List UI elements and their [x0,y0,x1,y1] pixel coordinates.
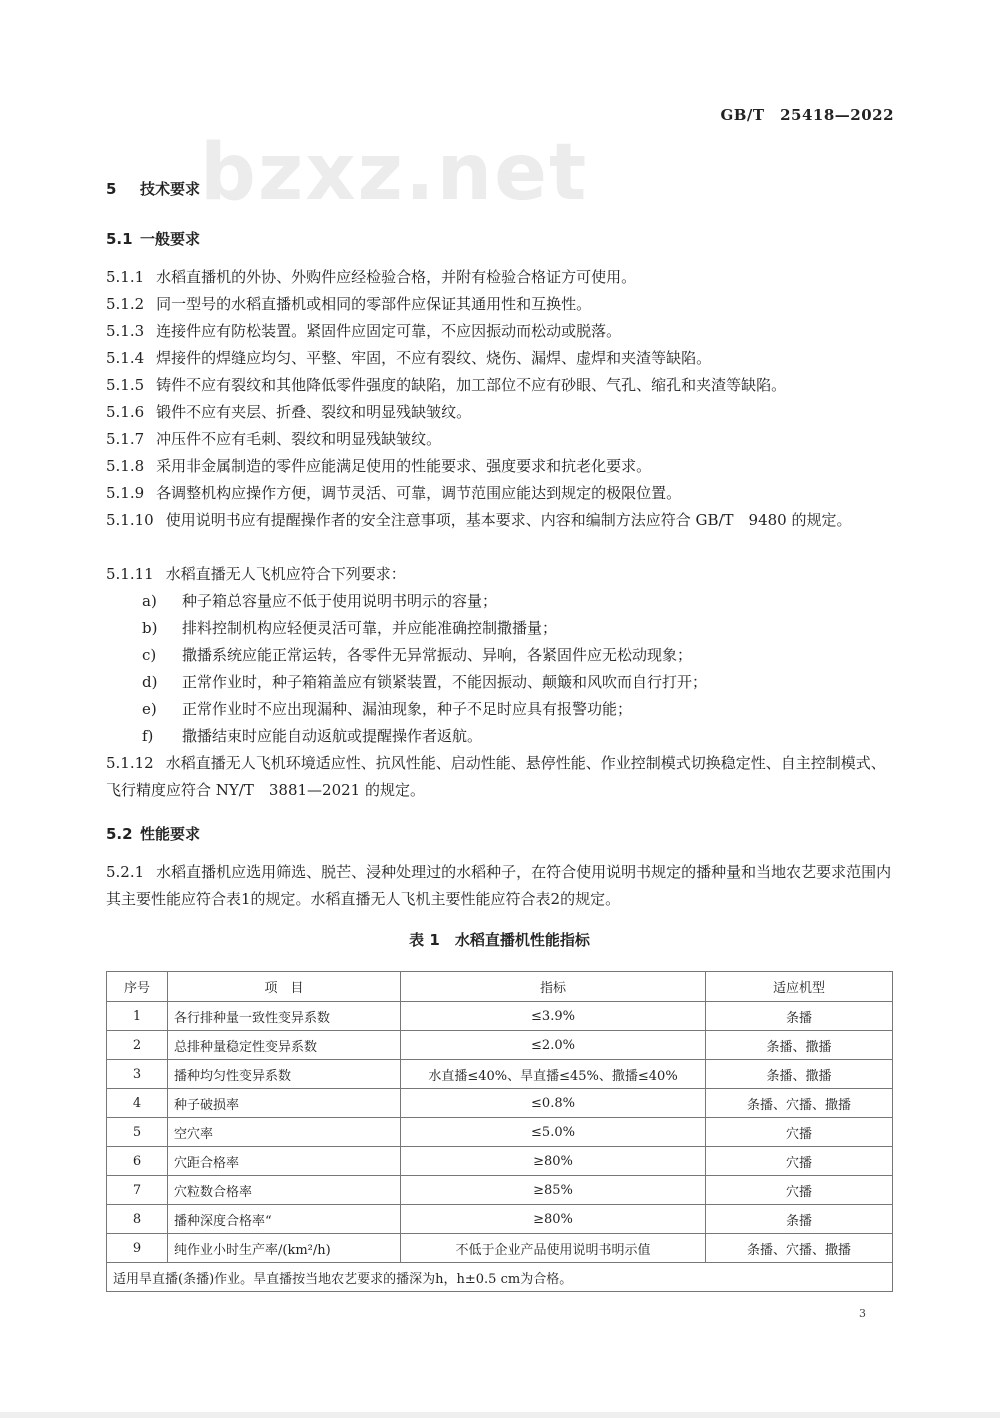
cell-no: 9 [107,1234,168,1263]
page-bottom-edge [0,1412,1000,1418]
table-row [107,1089,893,1118]
table-note-row [107,1263,893,1292]
cell-indicator: ≤3.9% [401,1002,706,1031]
cell-indicator: 不低于企业产品使用说明书明示值 [401,1234,706,1263]
clause-text: 铸件不应有裂纹和其他降低零件强度的缺陷，加工部位不应有砂眼、气孔、缩孔和夹渣等缺陷。 [156,376,787,394]
clause-number: 5.2.1 [106,863,145,881]
list-text: 排料控制机构应轻便灵活可靠，并应能准确控制撒播量； [182,619,558,637]
list-item-e [142,696,632,723]
clause-5-1-2 [106,291,893,318]
clause-number: 5.1.12 [106,754,154,772]
clause-number: 5.1.9 [106,484,145,502]
table-row [107,1234,893,1263]
cell-type: 条播 [706,1205,893,1234]
cell-no: 2 [107,1031,168,1060]
cell-indicator: ≤5.0% [401,1118,706,1147]
list-label: e) [142,700,157,718]
table-row [107,1176,893,1205]
cell-no: 4 [107,1089,168,1118]
cell-item: 穴距合格率 [168,1147,401,1176]
list-text: 正常作业时，种子箱箱盖应有锁紧装置，不能因振动、颠簸和风吹而自行打开； [182,673,708,691]
clause-text: 连接件应有防松装置。紧固件应固定可靠，不应因振动而松动或脱落。 [156,322,622,340]
cell-type: 条播、穴播、撒播 [706,1234,893,1263]
clause-text: 采用非金属制造的零件应能满足使用的性能要求、强度要求和抗老化要求。 [156,457,652,475]
page-number: 3 [859,1307,866,1320]
cell-no: 8 [107,1205,168,1234]
list-text: 撒播结束时应能自动返航或提醒操作者返航。 [182,727,483,745]
cell-item: 空穴率 [168,1118,401,1147]
clause-number: 5.1.3 [106,322,145,340]
cell-indicator: ≥80% [401,1147,706,1176]
section-5-heading [106,178,200,199]
section-number: 5.2 [106,825,133,843]
clause-text: 水稻直播机的外协、外购件应经检验合格，并附有检验合格证方可使用。 [156,268,637,286]
list-label: f) [142,727,154,745]
clause-5-1-5 [106,372,893,399]
clause-number: 5.1.5 [106,376,145,394]
section-title: 性能要求 [140,825,201,843]
list-label: b) [142,619,158,637]
cell-item: 种子破损率 [168,1089,401,1118]
cell-indicator: 水直播≤40%、旱直播≤45%、撒播≤40% [401,1060,706,1089]
clause-number: 5.1.11 [106,565,154,583]
cell-indicator: ≤2.0% [401,1031,706,1060]
table-row [107,1031,893,1060]
header-type: 适应机型 [706,972,893,1002]
clause-text: 水稻直播无人飞机环境适应性、抗风性能、启动性能、悬停性能、作业控制模式切换稳定性、自主控制模式、飞行精度应符合 NY/T 3881—2021 的规定。 [106,754,886,799]
cell-type: 条播、穴播、撒播 [706,1089,893,1118]
clause-5-1-1 [106,264,893,291]
list-item-b [142,615,557,642]
cell-no: 6 [107,1147,168,1176]
clause-5-1-11 [106,561,893,588]
clause-5-1-12 [106,750,893,804]
cell-type: 条播、撒播 [706,1060,893,1089]
cell-no: 3 [107,1060,168,1089]
clause-text: 水稻直播无人飞机应符合下列要求： [165,565,406,583]
list-label: d) [142,673,158,691]
cell-indicator: ≥85% [401,1176,706,1205]
clause-text: 各调整机构应操作方便，调节灵活、可靠，调节范围应能达到规定的极限位置。 [156,484,682,502]
performance-table [106,971,893,1292]
clause-number: 5.1.10 [106,511,154,529]
clause-number: 5.1.7 [106,430,145,448]
clause-text: 使用说明书应有提醒操作者的安全注意事项，基本要求、内容和编制方法应符合 GB/T 9480 的规定。 [165,511,852,529]
clause-number: 5.1.1 [106,268,145,286]
clause-text: 冲压件不应有毛刺、裂纹和明显残缺皱纹。 [156,430,442,448]
section-title: 技术要求 [140,180,201,198]
list-label: c) [142,646,157,664]
table-row [107,1118,893,1147]
cell-type: 条播、撒播 [706,1031,893,1060]
cell-no: 7 [107,1176,168,1205]
cell-type: 穴播 [706,1176,893,1205]
clause-5-1-7 [106,426,893,453]
section-5-1-heading [106,228,200,249]
table-row [107,1205,893,1234]
table-row [107,1002,893,1031]
list-item-d [142,669,707,696]
clause-5-1-9 [106,480,893,507]
list-item-f [142,723,482,750]
standard-code: GB/T 25418—2022 [720,106,894,124]
watermark: bzxz.net [200,128,589,218]
table-header-row [107,972,893,1002]
section-number: 5 [106,180,117,198]
cell-item: 穴粒数合格率 [168,1176,401,1205]
cell-item: 总排种量稳定性变异系数 [168,1031,401,1060]
header-indicator: 指标 [401,972,706,1002]
cell-indicator: ≤0.8% [401,1089,706,1118]
clause-text: 同一型号的水稻直播机或相同的零部件应保证其通用性和互换性。 [156,295,592,313]
cell-item: 播种深度合格率“ [168,1205,401,1234]
cell-no: 5 [107,1118,168,1147]
cell-item: 纯作业小时生产率/(km²/h) [168,1234,401,1263]
cell-type: 穴播 [706,1118,893,1147]
table-note: 适用旱直播(条播)作业。旱直播按当地农艺要求的播深为h，h±0.5 cm为合格。 [107,1263,893,1292]
list-text: 种子箱总容量应不低于使用说明书明示的容量； [182,592,498,610]
clause-text: 焊接件的焊缝应均匀、平整、牢固，不应有裂纹、烧伤、漏焊、虚焊和夹渣等缺陷。 [156,349,712,367]
clause-text: 锻件不应有夹层、折叠、裂纹和明显残缺皱纹。 [156,403,472,421]
clause-text: 水稻直播机应选用筛选、脱芒、浸种处理过的水稻种子，在符合使用说明书规定的播种量和当地农艺要求范围内其主要性能应符合表1的规定。水稻直播无人飞机主要性能应符合表2的规定。 [106,863,892,908]
clause-5-1-8 [106,453,893,480]
header-item: 项 目 [168,972,401,1002]
section-number: 5.1 [106,230,133,248]
cell-type: 条播 [706,1002,893,1031]
clause-5-2-1 [106,859,893,913]
header-no: 序号 [107,972,168,1002]
cell-no: 1 [107,1002,168,1031]
clause-number: 5.1.2 [106,295,145,313]
list-item-a [142,588,497,615]
table-title: 表 1 水稻直播机性能指标 [409,931,590,949]
cell-item: 播种均匀性变异系数 [168,1060,401,1089]
list-item-c [142,642,692,669]
table-row [107,1060,893,1089]
section-title: 一般要求 [140,230,201,248]
clause-number: 5.1.6 [106,403,145,421]
cell-indicator: ≥80% [401,1205,706,1234]
list-text: 正常作业时不应出现漏种、漏油现象，种子不足时应具有报警功能； [182,700,633,718]
clause-5-1-3 [106,318,893,345]
clause-5-1-10 [106,507,893,534]
list-label: a) [142,592,157,610]
section-5-2-heading [106,823,200,844]
clause-5-1-6 [106,399,893,426]
cell-item: 各行排种量一致性变异系数 [168,1002,401,1031]
table-row [107,1147,893,1176]
clause-number: 5.1.4 [106,349,145,367]
cell-type: 穴播 [706,1147,893,1176]
list-text: 撒播系统应能正常运转，各零件无异常振动、异响，各紧固件应无松动现象； [182,646,693,664]
clause-number: 5.1.8 [106,457,145,475]
clause-5-1-4 [106,345,893,372]
